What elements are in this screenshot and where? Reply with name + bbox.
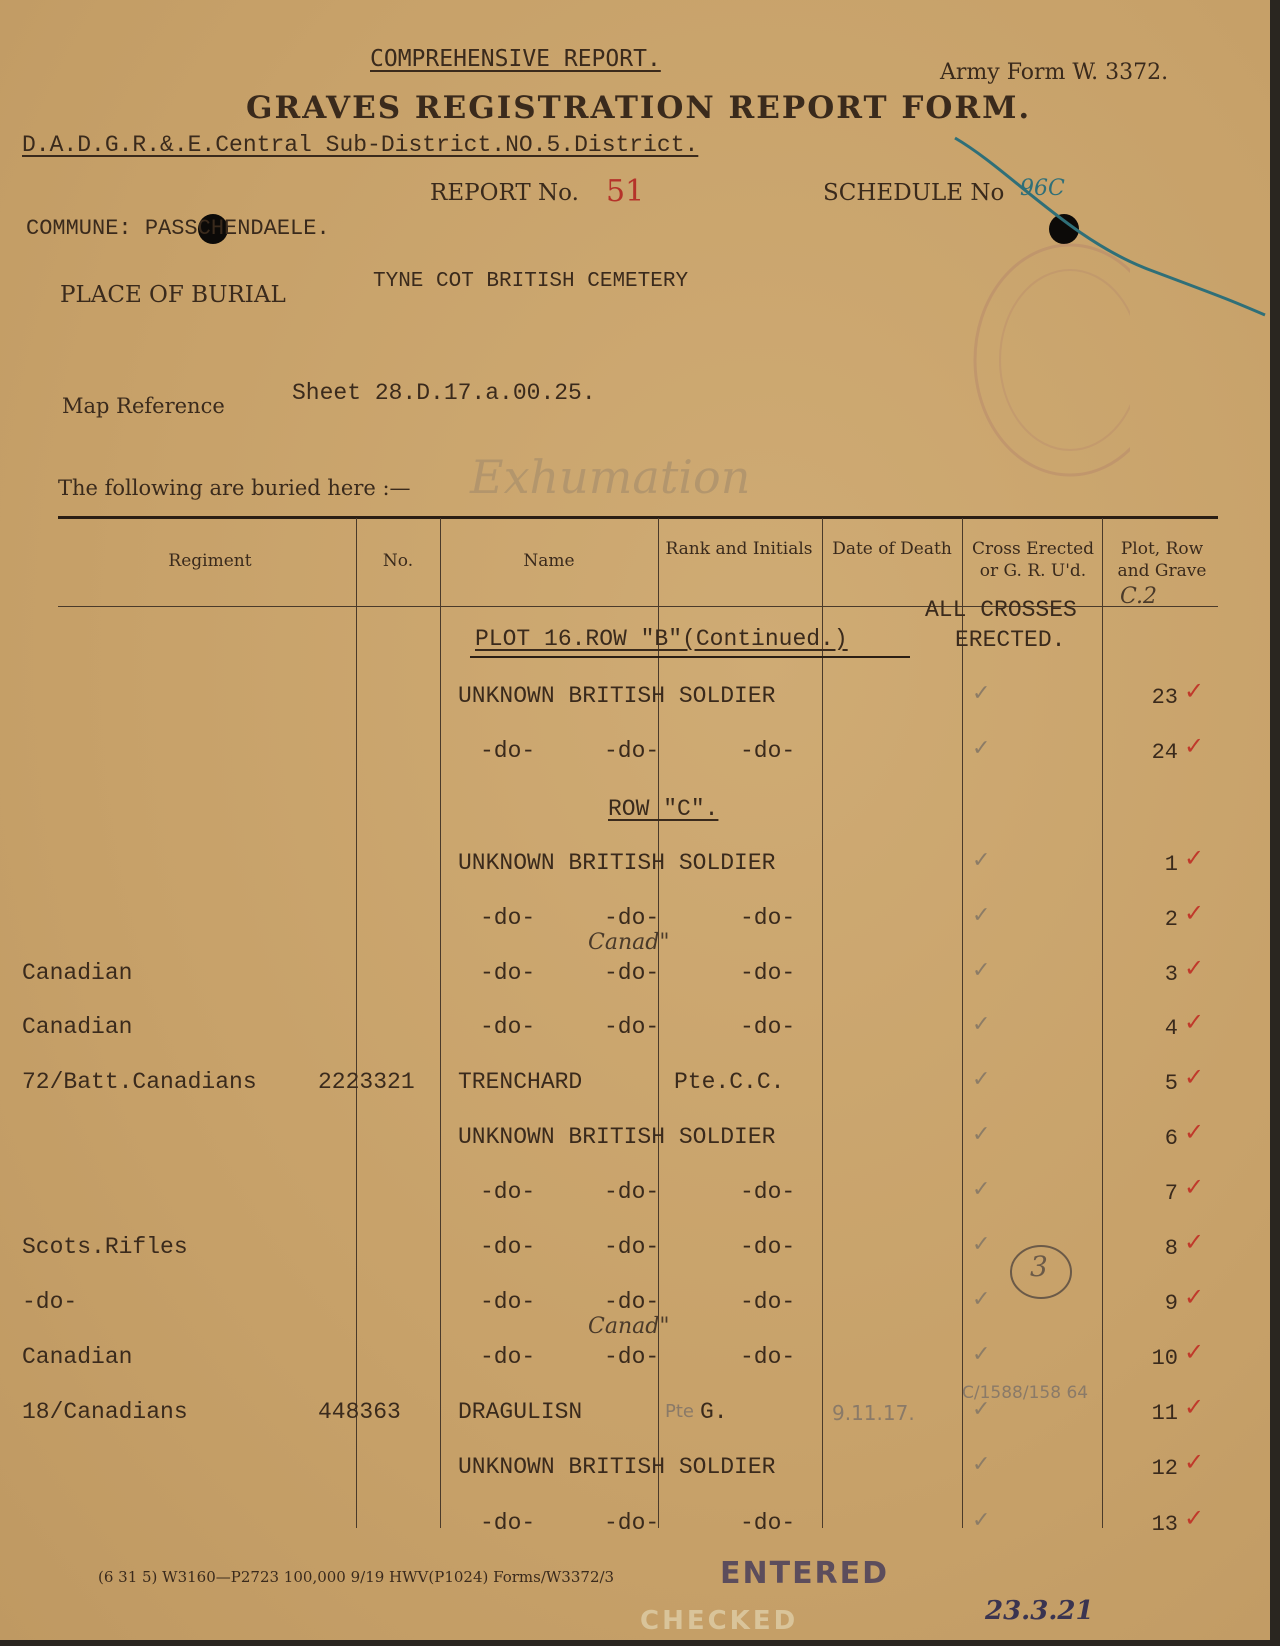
grave-number-cell: 9 — [1164, 1291, 1178, 1316]
circled-count-value: 3 — [1030, 1250, 1048, 1283]
cross-check-icon: ✓ — [972, 681, 991, 706]
schedule-no-value: 96C — [1020, 176, 1065, 201]
regiment-cell: -do- — [22, 1289, 78, 1315]
header-cross: Cross Erected or G. R. U'd. — [971, 539, 1095, 581]
rank-cell: -do- — [740, 1179, 796, 1205]
rank-cell: -do- — [740, 1289, 796, 1315]
rank-cell: -do- — [740, 1344, 796, 1370]
erected-label: ERECTED. — [955, 627, 1066, 653]
date-note: 23.3.21 — [985, 1596, 1094, 1626]
rank-cell: -do- — [740, 1234, 796, 1260]
canadian-annotation: Canad" — [588, 1314, 670, 1339]
name-cell: -do- — [480, 1234, 536, 1260]
rank-cell: -do- — [740, 1510, 796, 1536]
checked-stamp: CHECKED — [640, 1606, 799, 1636]
commune-line: COMMUNE: PASSCHENDAELE. — [26, 216, 330, 241]
rank-cell: G. — [700, 1399, 728, 1425]
red-check-icon: ✓ — [1184, 1338, 1205, 1366]
red-check-icon: ✓ — [1184, 844, 1205, 872]
name-cell: TRENCHARD — [458, 1069, 583, 1095]
initials-ditto-cell: -do- — [604, 1289, 660, 1315]
cross-check-icon: ✓ — [972, 903, 991, 928]
cross-check-icon: ✓ — [972, 1067, 991, 1092]
canadian-annotation: Canad" — [588, 930, 670, 955]
regiment-cell: Canadian — [22, 1344, 133, 1370]
grave-number-cell: 8 — [1164, 1236, 1178, 1261]
plot-heading-underline — [470, 656, 910, 658]
grave-number-cell: 23 — [1151, 685, 1178, 710]
report-no-value: 51 — [606, 174, 645, 209]
name-cell: -do- — [480, 1014, 536, 1040]
grave-number-cell: 4 — [1164, 1016, 1178, 1041]
red-check-icon: ✓ — [1184, 1008, 1205, 1036]
initials-ditto-cell: -do- — [604, 1234, 660, 1260]
grave-number-cell: 10 — [1151, 1346, 1178, 1371]
name-cell: -do- — [480, 1289, 536, 1315]
rank-cell: -do- — [740, 1014, 796, 1040]
red-check-icon: ✓ — [1184, 1283, 1205, 1311]
red-check-icon: ✓ — [1184, 1504, 1205, 1532]
name-cell: UNKNOWN BRITISH SOLDIER — [458, 683, 776, 709]
cross-check-icon: ✓ — [972, 1122, 991, 1147]
grave-number-cell: 6 — [1164, 1126, 1178, 1151]
entered-stamp: ENTERED — [720, 1556, 890, 1591]
initials-ditto-cell: -do- — [604, 1344, 660, 1370]
header-no: No. — [382, 551, 414, 571]
name-cell: UNKNOWN BRITISH SOLDIER — [458, 1124, 776, 1150]
rank-prefix-note: Pte — [665, 1401, 694, 1422]
unit-line: D.A.D.G.R.&.E.Central Sub-District.NO.5.District. — [22, 132, 699, 158]
header-regiment: Regiment — [168, 551, 252, 571]
map-reference-value: Sheet 28.D.17.a.00.25. — [292, 380, 596, 406]
cross-reference-note: C/1588/158 64 — [962, 1383, 1089, 1403]
service-no-cell: 2223321 — [318, 1069, 415, 1095]
header-rank: Rank and Initials — [665, 539, 813, 559]
army-form-label: Army Form W. 3372. — [940, 60, 1169, 85]
grave-number-cell: 2 — [1164, 907, 1178, 932]
initials-ditto-cell: -do- — [604, 1510, 660, 1536]
header-name: Name — [523, 551, 575, 571]
grave-number-cell: 3 — [1164, 962, 1178, 987]
rank-cell: -do- — [740, 738, 796, 764]
col-divider-1 — [356, 518, 357, 1528]
red-check-icon: ✓ — [1184, 899, 1205, 927]
rank-cell: -do- — [740, 960, 796, 986]
buried-here-label: The following are buried here :— — [58, 476, 411, 500]
form-title: GRAVES REGISTRATION REPORT FORM. — [246, 90, 1032, 126]
grave-number-cell: 13 — [1151, 1512, 1178, 1537]
all-crosses-label: ALL CROSSES — [925, 597, 1077, 623]
table-top-rule — [58, 516, 1218, 519]
print-line: (6 31 5) W3160—P2723 100,000 9/19 HWV(P1024) Forms/W3372/3 — [98, 1568, 615, 1586]
cross-check-icon: ✓ — [972, 1508, 991, 1533]
cross-check-icon: ✓ — [972, 1342, 991, 1367]
regiment-cell: Canadian — [22, 1014, 133, 1040]
service-no-cell: 448363 — [318, 1399, 401, 1425]
cross-check-icon: ✓ — [972, 1452, 991, 1477]
red-check-icon: ✓ — [1184, 732, 1205, 760]
row-c-heading: ROW "C". — [608, 796, 719, 822]
grave-number-cell: 12 — [1151, 1456, 1178, 1481]
place-of-burial-label: PLACE OF BURIAL — [60, 282, 286, 308]
cross-check-icon: ✓ — [972, 958, 991, 983]
plot-note: C.2 — [1120, 584, 1158, 609]
col-divider-2 — [440, 518, 441, 1528]
grave-number-cell: 24 — [1151, 740, 1178, 765]
grave-number-cell: 7 — [1164, 1181, 1178, 1206]
cross-check-icon: ✓ — [972, 1287, 991, 1312]
red-check-icon: ✓ — [1184, 677, 1205, 705]
name-cell: -do- — [480, 905, 536, 931]
name-cell: DRAGULISN — [458, 1399, 583, 1425]
name-cell: UNKNOWN BRITISH SOLDIER — [458, 1454, 776, 1480]
col-divider-4 — [822, 518, 823, 1528]
header-date: Date of Death — [832, 539, 952, 559]
red-check-icon: ✓ — [1184, 1118, 1205, 1146]
name-cell: -do- — [480, 1344, 536, 1370]
cross-check-icon: ✓ — [972, 1397, 991, 1422]
grave-number-cell: 5 — [1164, 1071, 1178, 1096]
red-check-icon: ✓ — [1184, 1228, 1205, 1256]
initials-ditto-cell: -do- — [604, 1179, 660, 1205]
red-check-icon: ✓ — [1184, 1173, 1205, 1201]
regiment-cell: 18/Canadians — [22, 1399, 188, 1425]
cross-check-icon: ✓ — [972, 1232, 991, 1257]
initials-ditto-cell: -do- — [604, 960, 660, 986]
date-of-death-cell: 9.11.17. — [832, 1401, 915, 1425]
cross-check-icon: ✓ — [972, 848, 991, 873]
header-plot: Plot, Row and Grave — [1117, 539, 1207, 581]
initials-ditto-cell: -do- — [604, 1014, 660, 1040]
red-check-icon: ✓ — [1184, 954, 1205, 982]
regiment-cell: 72/Batt.Canadians — [22, 1069, 257, 1095]
grave-number-cell: 11 — [1151, 1401, 1178, 1426]
col-divider-6 — [1102, 518, 1103, 1528]
name-cell: UNKNOWN BRITISH SOLDIER — [458, 850, 776, 876]
name-cell: -do- — [480, 1510, 536, 1536]
cross-check-icon: ✓ — [972, 1177, 991, 1202]
name-cell: -do- — [480, 1179, 536, 1205]
cross-check-icon: ✓ — [972, 736, 991, 761]
red-check-icon: ✓ — [1184, 1063, 1205, 1091]
plot-row-heading: PLOT 16.ROW "B"(Continued.) — [475, 626, 848, 652]
rank-cell: -do- — [740, 905, 796, 931]
initials-ditto-cell: -do- — [604, 738, 660, 764]
initials-ditto-cell: -do- — [604, 905, 660, 931]
grave-number-cell: 1 — [1164, 852, 1178, 877]
regiment-cell: Canadian — [22, 960, 133, 986]
schedule-no-label: SCHEDULE No — [823, 180, 1005, 206]
regiment-cell: Scots.Rifles — [22, 1234, 188, 1260]
red-check-icon: ✓ — [1184, 1393, 1205, 1421]
red-check-icon: ✓ — [1184, 1448, 1205, 1476]
name-cell: -do- — [480, 738, 536, 764]
rank-cell: Pte.C.C. — [674, 1069, 785, 1095]
col-divider-5 — [962, 518, 963, 1528]
comprehensive-report-label: COMPREHENSIVE REPORT. — [370, 46, 661, 72]
name-cell: -do- — [480, 960, 536, 986]
place-of-burial-value: TYNE COT BRITISH CEMETERY — [373, 270, 689, 293]
report-no-label: REPORT No. — [430, 180, 579, 206]
exhumation-note: Exhumation — [470, 450, 751, 504]
cross-check-icon: ✓ — [972, 1012, 991, 1037]
blue-pencil-stroke — [950, 130, 1270, 320]
map-reference-label: Map Reference — [62, 394, 225, 418]
